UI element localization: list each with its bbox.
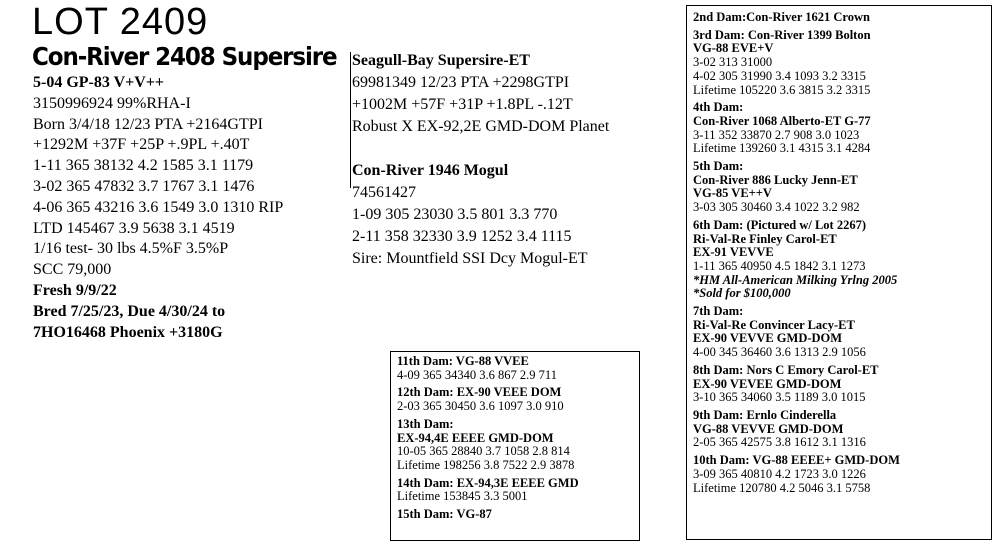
classification-line: 5-04 GP-83 V+V++ (33, 74, 165, 91)
born-pta-line: Born 3/4/18 12/23 PTA +2164GTPI (33, 115, 263, 133)
dam-heading: 11th Dam: VG-88 VVEE (397, 354, 529, 368)
record-line: 4-06 365 43216 3.6 1549 3.0 1310 RIP (33, 198, 284, 216)
dam-entry (693, 409, 985, 450)
dam-heading: EX-91 VEVVE (693, 245, 774, 260)
dam-record: Lifetime 198256 3.8 7522 2.9 3878 (397, 457, 575, 472)
dam-record: 3-10 365 34060 3.5 1189 3.0 1015 (693, 390, 866, 405)
bred-line: Bred 7/25/23, Due 4/30/24 to (33, 302, 226, 320)
dam-entry (693, 160, 985, 215)
dam-heading: 8th Dam: Nors C Emory Carol-ET (693, 362, 879, 377)
dam-heading: 15th Dam: VG-87 (397, 507, 492, 522)
dam-record: 2-03 365 30450 3.6 1097 3.0 910 (397, 399, 564, 414)
dam-entry (397, 418, 633, 473)
dam-entry (397, 508, 633, 522)
dam-heading: Ri-Val-Re Convincer Lacy-ET (693, 317, 855, 332)
dam-record: 3-02 313 31000 (693, 55, 773, 70)
fresh-line: Fresh 9/9/22 (33, 281, 117, 299)
dam-record: 4-09 365 34340 3.6 867 2.9 711 (397, 367, 557, 382)
registration-line: 3150996924 99%RHA-I (33, 94, 191, 112)
record-line: 1-11 365 38132 4.2 1585 3.1 1179 (33, 157, 254, 175)
dam-record: Lifetime 153845 3.3 5001 (397, 489, 528, 504)
dam-record: 3-03 305 30460 3.4 1022 3.2 982 (693, 200, 860, 215)
dam-heading: EX-90 VEVVE GMD-DOM (693, 331, 843, 346)
dam-record: 1-11 365 40950 4.5 1842 3.1 1273 (693, 258, 866, 273)
pta-traits-line: +1292M +37F +25P +.9PL +.40T (33, 136, 250, 154)
dam-heading: 13th Dam: (397, 416, 454, 431)
dam-entry (693, 305, 985, 360)
dam-note: *Sold for $100,000 (693, 286, 791, 301)
dam-heading: 6th Dam: (Pictured w/ Lot 2267) (693, 217, 867, 232)
dam-heading: 3rd Dam: Con-River 1399 Bolton (693, 27, 871, 42)
sire-line: Robust X EX-92,2E GMD-DOM Planet (352, 118, 610, 135)
dam-record: 3-09 365 40810 4.2 1723 3.0 1226 (693, 466, 866, 481)
dam-record: 3-11 352 33870 2.7 908 3.0 1023 (693, 127, 860, 142)
dam-entry (693, 219, 985, 301)
sire-line: 69981349 12/23 PTA +2298GTPI (352, 74, 570, 91)
dam-heading: Con-River 1068 Alberto-ET G-77 (693, 113, 871, 128)
dam-heading: 7th Dam: (693, 304, 744, 319)
animal-name: Con-River 2408 Supersire (32, 42, 337, 71)
dam-record: 4-02 305 31990 3.4 1093 3.2 3315 (693, 68, 866, 83)
dam-record: 10-05 365 28840 3.7 1058 2.8 814 (397, 444, 570, 459)
dam-heading: 2nd Dam:Con-River 1621 Crown (693, 10, 870, 24)
dam-record: Lifetime 139260 3.1 4315 3.1 4284 (693, 141, 871, 156)
dam-heading: VG-88 EVE+V (693, 41, 774, 56)
divider (350, 52, 351, 188)
mgs-line: 1-09 305 23030 3.5 801 3.3 770 (352, 206, 558, 223)
dam-entry (693, 101, 985, 156)
dam-heading: VG-85 VE++V (693, 186, 772, 201)
record-line: 3-02 365 47832 3.7 1767 3.1 1476 (33, 177, 255, 195)
ltd-line: LTD 145467 3.9 5638 3.1 4519 (33, 219, 235, 237)
dam-heading: 5th Dam: (693, 159, 744, 174)
bred-to-line: 7HO16468 Phoenix +3180G (33, 323, 223, 341)
dam-heading: EX-90 VEVEE GMD-DOM (693, 376, 842, 391)
dam-pedigree-box (686, 5, 992, 540)
mgs-line: Sire: Mountfield SSI Dcy Mogul-ET (352, 250, 588, 267)
dam-entry (693, 454, 985, 495)
dam-entry (397, 386, 633, 413)
dam-entry (693, 29, 985, 98)
dam-heading: 14th Dam: EX-94,3E EEEE GMD (397, 475, 579, 490)
dam-heading: 9th Dam: Ernlo Cinderella (693, 407, 837, 422)
dam-heading: VG-88 VEVVE GMD-DOM (693, 421, 844, 436)
dam-record: Lifetime 105220 3.6 3815 3.2 3315 (693, 82, 871, 97)
animal-details (33, 73, 363, 343)
dam-entry (397, 477, 633, 504)
dam-pedigree-box-lower (390, 351, 640, 541)
sire-name: Seagull-Bay Supersire-ET (352, 52, 530, 69)
dam-heading: Ri-Val-Re Finley Carol-ET (693, 231, 837, 246)
pedigree-sires (352, 50, 682, 270)
lot-title: LOT 2409 (32, 1, 209, 43)
dam-entry (397, 355, 633, 382)
sire-line: +1002M +57F +31P +1.8PL -.12T (352, 96, 573, 113)
dam-heading: EX-94,4E EEEE GMD-DOM (397, 430, 554, 445)
dam-heading: 4th Dam: (693, 100, 744, 115)
dam-heading: 12th Dam: EX-90 VEEE DOM (397, 385, 562, 400)
dam-heading: 10th Dam: VG-88 EEEE+ GMD-DOM (693, 453, 900, 468)
mgs-line: 2-11 358 32330 3.9 1252 3.4 1115 (352, 228, 572, 245)
mgs-line: 74561427 (352, 184, 416, 201)
dam-record: 2-05 365 42575 3.8 1612 3.1 1316 (693, 435, 866, 450)
dam-record: Lifetime 120780 4.2 5046 3.1 5758 (693, 480, 871, 495)
dam-entry (693, 11, 985, 25)
dam-note: *HM All-American Milking Yrlng 2005 (693, 272, 898, 287)
scc-line: SCC 79,000 (33, 261, 112, 279)
dam-record: 4-00 345 36460 3.6 1313 2.9 1056 (693, 345, 866, 360)
mgs-name: Con-River 1946 Mogul (352, 162, 509, 179)
dam-entry (693, 364, 985, 405)
test-line: 1/16 test- 30 lbs 4.5%F 3.5%P (33, 240, 229, 258)
dam-heading: Con-River 886 Lucky Jenn-ET (693, 172, 858, 187)
